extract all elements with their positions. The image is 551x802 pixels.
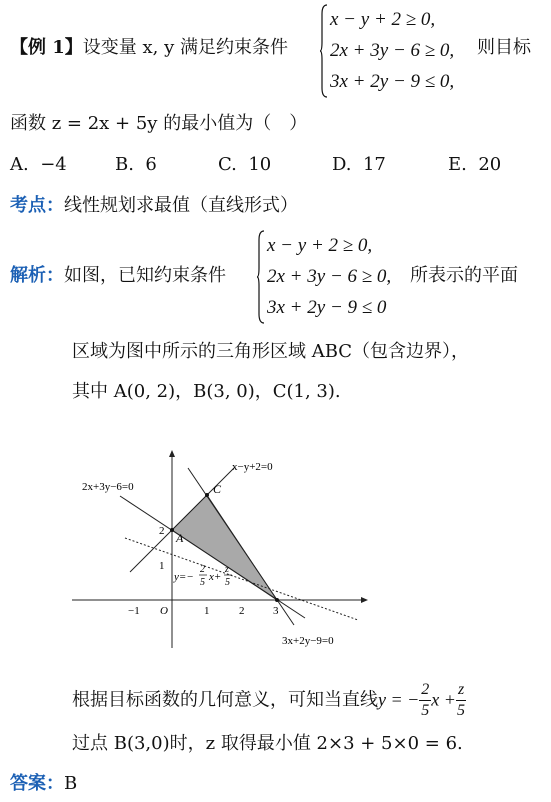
example-constraint-1: x − y + 2 ≥ 0, [330,9,436,30]
option-c: C. 10 [218,154,272,175]
option-d: D. 17 [332,154,386,175]
x-axis-arrow-icon [361,597,368,603]
example-lead: 设变量 x, y 满足约束条件 [82,37,289,58]
jiexi-label: 解析： [10,265,64,286]
jiexi-vertices-line: 其中 A(0, 2)，B(3, 0)，C(1, 3). [72,381,341,402]
y-axis-arrow-icon [169,450,175,457]
kaodian-label: 考点： [10,195,64,216]
jiexi-constraint-3: 3x + 2y − 9 ≤ 0 [267,297,387,318]
example-constraint-3: 3x + 2y − 9 ≤ 0, [330,71,455,92]
svg-text:z: z [225,564,229,575]
jiexi-constraint-1: x − y + 2 ≥ 0, [267,235,373,256]
tick-y-1: 1 [159,560,165,572]
option-a: A. −4 [10,154,67,175]
answer-value: B [64,773,78,794]
label-line-1: x−y+2=0 [232,461,273,473]
objective-label-x: x+ [209,571,222,583]
conclusion-line-1: 根据目标函数的几何意义，可知当直线y = − $\frac{2}{5}$ x + $\frac{z}{5}$ [72,681,466,719]
jiexi-row [10,264,226,288]
svg-text:5: 5 [200,577,205,588]
example-header [10,36,288,60]
point-label-a: A [176,531,184,545]
jiexi-constraint-2: 2x + 3y − 6 ≥ 0, [267,266,392,287]
tick-x-neg1: −1 [128,605,140,617]
example-objective-line: 函数 z = 2x + 5y 的最小值为（ ） [10,113,308,134]
label-line-3: 3x+2y−9=0 [282,635,334,647]
point-label-c: C [213,482,222,496]
vertex-a [170,528,174,532]
example-constraint-2: 2x + 3y − 6 ≥ 0, [330,40,455,61]
tick-y-2: 2 [159,525,165,537]
answer-row [10,772,77,796]
jiexi-lead: 如图，已知约束条件 [64,265,226,286]
tick-x-1: 1 [204,605,210,617]
example-label: 【例 1】 [10,37,83,58]
kaodian-text: 线性规划求最值（直线形式） [64,195,298,216]
tick-x-2: 2 [239,605,245,617]
fraction-2-5: $\frac{2}{5}$ [421,681,430,719]
jiexi-tail: 所表示的平面 [410,265,518,286]
svg-text:5: 5 [225,577,230,588]
jiexi-constraint-system [257,230,407,324]
vertex-c [205,493,209,497]
fraction-z-5: $\frac{z}{5}$ [457,681,466,719]
answer-label: 答案： [10,773,64,794]
kaodian-row [10,194,298,218]
vertex-b [275,598,279,602]
svg-text:2: 2 [200,564,205,575]
left-brace-icon [257,230,265,324]
jiexi-region-line: 区域为图中所示的三角形区域 ABC（包含边界）， [72,341,470,362]
origin-label: O [160,605,168,617]
objective-label-y: y=− [174,571,194,583]
label-line-2: 2x+3y−6=0 [82,481,134,493]
feasible-region-graph [70,448,370,656]
example-tail: 则目标 [477,37,531,58]
conclusion-line-2: 过点 B(3,0)时，z 取得最小值 2×3 + 5×0 = 6. [72,733,463,754]
left-brace-icon [320,4,328,98]
tick-x-3: 3 [273,605,279,617]
option-b: B. 6 [115,154,157,175]
option-e: E. 20 [448,154,502,175]
